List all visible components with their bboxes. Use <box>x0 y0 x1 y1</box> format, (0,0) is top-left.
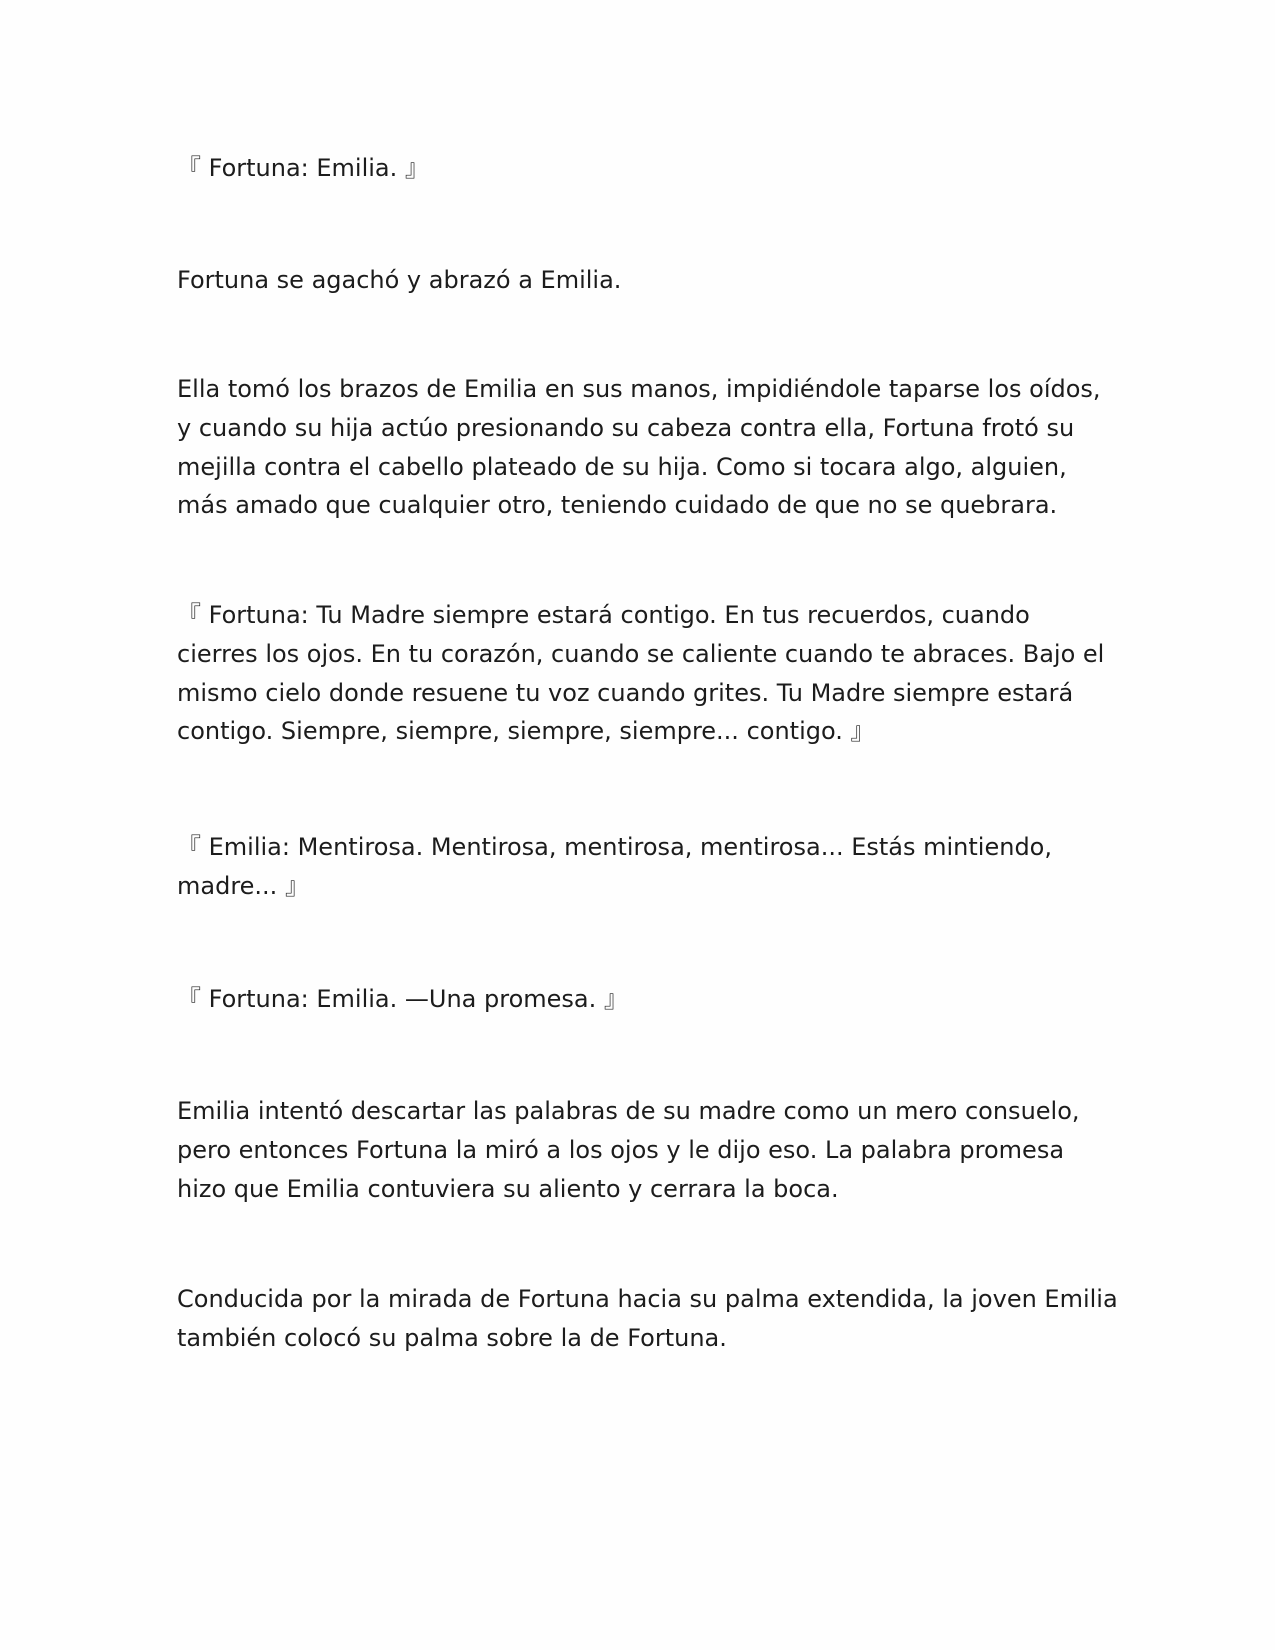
narration-paragraph <box>177 370 1117 525</box>
text-line: Emilia intentó descartar las palabras de su madre como un mero consuelo, <box>177 1097 1080 1125</box>
text-line: 『 Emilia: Mentirosa. Mentirosa, mentirosa, mentirosa... Estás mintiendo, <box>177 833 1052 861</box>
text-line: más amado que cualquier otro, teniendo cuidado de que no se quebrara. <box>177 491 1058 520</box>
text-line: Fortuna se agachó y abrazó a Emilia. <box>177 266 622 294</box>
text-line: 『 Fortuna: Emilia. 』 <box>177 154 429 182</box>
text-line: hizo que Emilia contuviera su aliento y cerrara la boca. <box>177 1174 839 1203</box>
text-line: cierres los ojos. En tu corazón, cuando se caliente cuando te abraces. Bajo el <box>177 639 1105 668</box>
text-line: madre... 』 <box>177 871 309 900</box>
dialogue-paragraph <box>177 828 1117 906</box>
text-line: mismo cielo donde resuene tu voz cuando grites. Tu Madre siempre estará <box>177 678 1074 707</box>
dialogue-paragraph <box>177 149 1117 188</box>
text-line: 『 Fortuna: Emilia. —Una promesa. 』 <box>177 985 628 1013</box>
dialogue-paragraph <box>177 596 1117 751</box>
narration-paragraph <box>177 1280 1117 1358</box>
text-line: 『 Fortuna: Tu Madre siempre estará contigo. En tus recuerdos, cuando <box>177 601 1030 629</box>
narration-paragraph <box>177 1092 1117 1208</box>
text-line: mejilla contra el cabello plateado de su hija. Como si tocara algo, alguien, <box>177 452 1067 481</box>
narration-paragraph <box>177 261 1117 300</box>
dialogue-paragraph <box>177 980 1117 1019</box>
text-line: también colocó su palma sobre la de Fortuna. <box>177 1323 727 1352</box>
text-line: Ella tomó los brazos de Emilia en sus manos, impidiéndole taparse los oídos, <box>177 375 1101 403</box>
text-line: y cuando su hija actúo presionando su cabeza contra ella, Fortuna frotó su <box>177 413 1075 442</box>
text-line: pero entonces Fortuna la miró a los ojos y le dijo eso. La palabra promesa <box>177 1135 1065 1164</box>
text-line: Conducida por la mirada de Fortuna hacia su palma extendida, la joven Emilia <box>177 1285 1118 1313</box>
text-line: contigo. Siempre, siempre, siempre, siempre... contigo. 』 <box>177 717 875 746</box>
